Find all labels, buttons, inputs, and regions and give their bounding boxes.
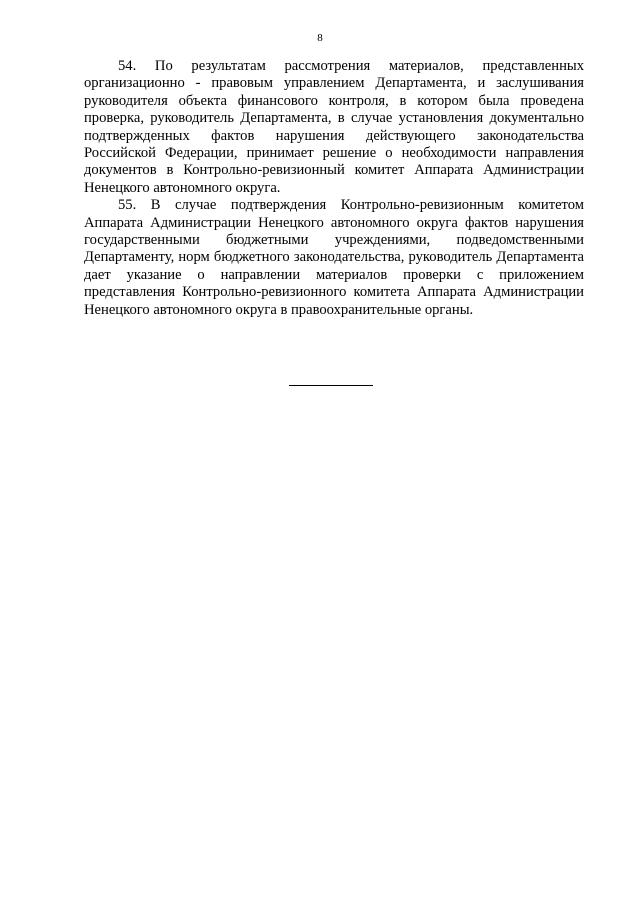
document-body bbox=[84, 58, 584, 319]
end-separator-line bbox=[289, 385, 373, 386]
paragraph-54: 54. По результатам рассмотрения материалов, представленных организационно - правовым управлением Департамента, и заслушивания руководителя объекта финансового контроля, в котором была проведена проверка, руководитель Департамента, в случае установления документально подтвержденных фактов нарушения действующего законодательства Российской Федерации, принимает решение о необходимости направления документов в Контрольно-ревизионный комитет Аппарата Администрации Ненецкого автономного округа. bbox=[84, 58, 584, 196]
page-number: 8 bbox=[317, 32, 323, 44]
paragraph-55: 55. В случае подтверждения Контрольно-ревизионным комитетом Аппарата Администрации Ненецкого автономного округа фактов нарушения государственными бюджетными учреждениями, подведомственными Департаменту, норм бюджетного законодательства, руководитель Департамента дает указание о направлении материалов проверки с приложением представления Контрольно-ревизионного комитета Аппарата Администрации Ненецкого автономного округа в правоохранительные органы. bbox=[84, 197, 584, 318]
